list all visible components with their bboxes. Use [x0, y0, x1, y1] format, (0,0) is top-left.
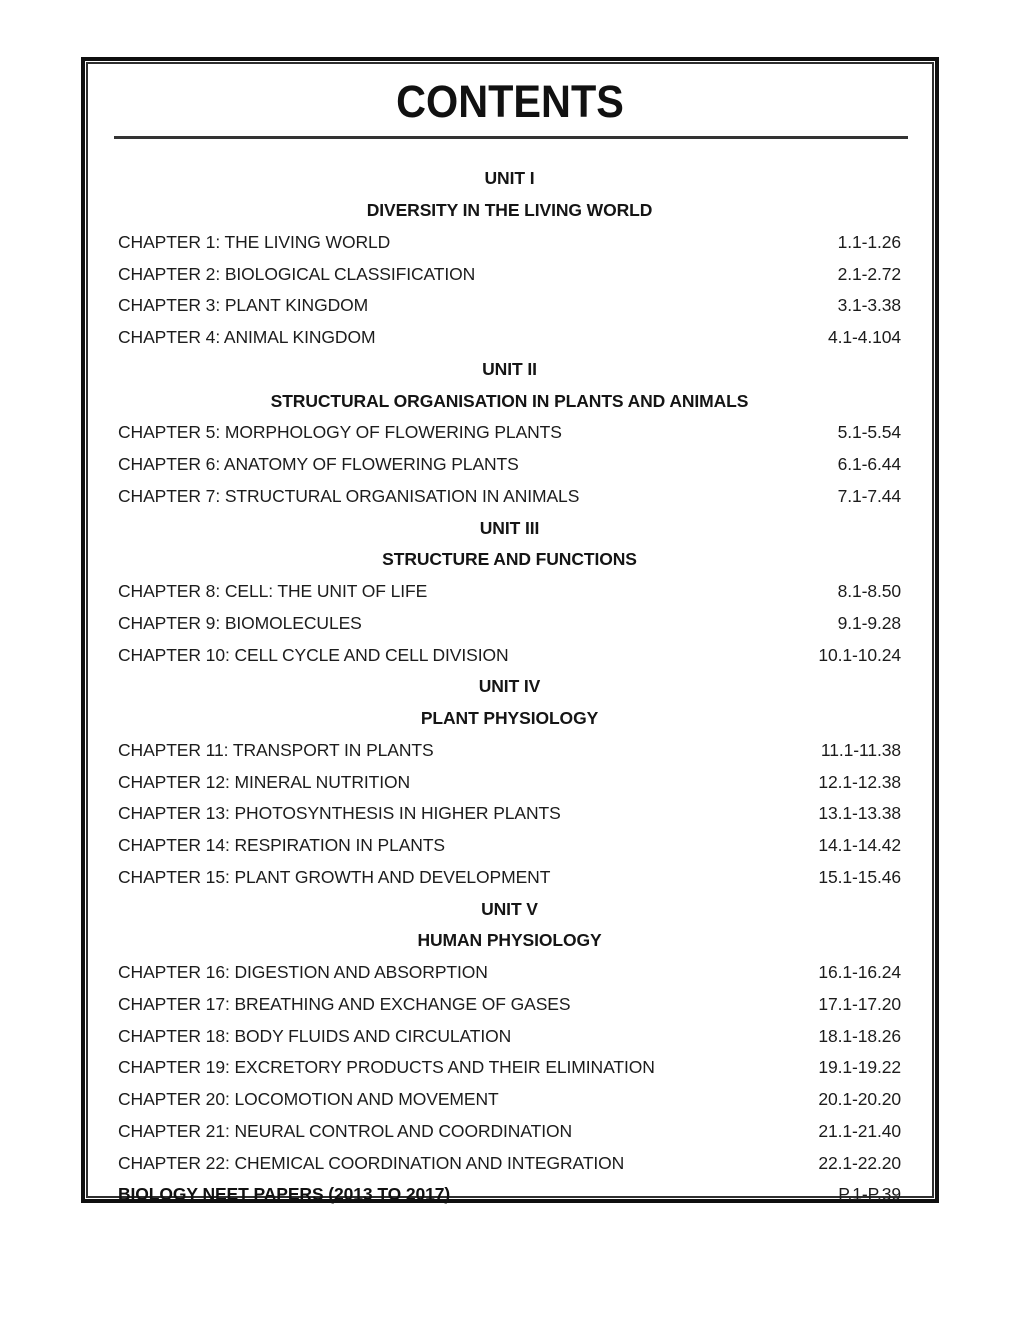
chapter-label: CHAPTER 20: LOCOMOTION AND MOVEMENT [118, 1089, 499, 1110]
chapter-pages: 16.1-16.24 [818, 962, 901, 983]
chapter-row [118, 1116, 901, 1148]
title-rule [114, 136, 908, 139]
unit-subheading: HUMAN PHYSIOLOGY [417, 930, 602, 951]
chapter-row [118, 576, 901, 608]
neet-papers-pages: P.1-P.39 [838, 1184, 901, 1205]
unit-heading: UNIT II [482, 358, 537, 379]
page-frame-inner [86, 62, 934, 1205]
chapter-pages: 15.1-15.46 [818, 866, 901, 887]
chapter-label: CHAPTER 1: THE LIVING WORLD [118, 231, 391, 252]
chapter-pages: 4.1-4.104 [827, 327, 901, 348]
chapter-pages: 14.1-14.42 [818, 835, 901, 856]
chapter-row [118, 290, 901, 322]
chapter-pages: 19.1-19.22 [818, 1057, 901, 1078]
chapter-pages: 1.1-1.26 [837, 231, 901, 252]
chapter-pages: 5.1-5.54 [837, 422, 901, 443]
chapter-row [118, 258, 901, 290]
chapter-pages: 18.1-18.26 [818, 1025, 901, 1046]
chapter-label: CHAPTER 10: CELL CYCLE AND CELL DIVISION [118, 644, 509, 665]
page-title: CONTENTS [396, 76, 624, 127]
neet-papers-row [118, 1179, 901, 1211]
unit-subheading: STRUCTURE AND FUNCTIONS [382, 549, 637, 570]
chapter-label: CHAPTER 2: BIOLOGICAL CLASSIFICATION [118, 263, 476, 284]
chapter-label: CHAPTER 17: BREATHING AND EXCHANGE OF GASES [118, 993, 571, 1014]
chapter-row [118, 608, 901, 640]
chapter-row [118, 417, 901, 449]
chapter-label: CHAPTER 18: BODY FLUIDS AND CIRCULATION [118, 1025, 512, 1046]
unit-heading: UNIT V [481, 898, 538, 919]
chapter-label: CHAPTER 7: STRUCTURAL ORGANISATION IN ANIMALS [118, 485, 580, 506]
unit-heading: UNIT IV [478, 676, 541, 697]
neet-papers-label: BIOLOGY NEET PAPERS (2013 TO 2017) [118, 1184, 451, 1205]
chapter-label: CHAPTER 9: BIOMOLECULES [118, 612, 362, 633]
chapter-label: CHAPTER 3: PLANT KINGDOM [118, 295, 369, 316]
chapter-label: CHAPTER 14: RESPIRATION IN PLANTS [118, 835, 446, 856]
chapter-pages: 6.1-6.44 [837, 454, 901, 475]
chapter-label: CHAPTER 16: DIGESTION AND ABSORPTION [118, 962, 488, 983]
chapter-row [118, 449, 901, 481]
chapter-label: CHAPTER 15: PLANT GROWTH AND DEVELOPMENT [118, 866, 551, 887]
chapter-label: CHAPTER 22: CHEMICAL COORDINATION AND INTEGRATION [118, 1152, 625, 1173]
chapter-pages: 20.1-20.20 [818, 1089, 901, 1110]
unit-subheading: DIVERSITY IN THE LIVING WORLD [366, 200, 653, 221]
chapter-row [118, 1084, 901, 1116]
chapter-row [118, 862, 901, 894]
chapter-pages: 12.1-12.38 [818, 771, 901, 792]
chapter-row [118, 1020, 901, 1052]
chapter-label: CHAPTER 13: PHOTOSYNTHESIS IN HIGHER PLANTS [118, 803, 561, 824]
chapter-row [118, 639, 901, 671]
chapter-label: CHAPTER 6: ANATOMY OF FLOWERING PLANTS [118, 454, 519, 475]
page-frame [81, 57, 939, 1203]
chapter-label: CHAPTER 4: ANIMAL KINGDOM [118, 327, 376, 348]
chapter-pages: 8.1-8.50 [837, 581, 901, 602]
chapter-row [118, 957, 901, 989]
chapter-pages: 7.1-7.44 [837, 485, 901, 506]
chapter-row [118, 830, 901, 862]
chapter-row [118, 766, 901, 798]
chapter-pages: 13.1-13.38 [818, 803, 901, 824]
chapter-row [118, 481, 901, 513]
chapter-row [118, 1052, 901, 1084]
chapter-label: CHAPTER 5: MORPHOLOGY OF FLOWERING PLANTS [118, 422, 562, 443]
chapter-pages: 2.1-2.72 [837, 263, 901, 284]
chapter-pages: 9.1-9.28 [837, 612, 901, 633]
chapter-row [118, 322, 901, 354]
unit-subheading: PLANT PHYSIOLOGY [420, 708, 599, 729]
chapter-pages: 10.1-10.24 [818, 644, 901, 665]
chapter-row [118, 1147, 901, 1179]
chapter-label: CHAPTER 21: NEURAL CONTROL AND COORDINATION [118, 1120, 573, 1141]
chapter-label: CHAPTER 11: TRANSPORT IN PLANTS [118, 739, 434, 760]
chapter-row [118, 989, 901, 1021]
chapter-row [118, 227, 901, 259]
chapter-pages: 17.1-17.20 [818, 993, 901, 1014]
chapter-label: CHAPTER 19: EXCRETORY PRODUCTS AND THEIR ELIMINATION [118, 1057, 655, 1078]
toc-list [88, 163, 932, 1211]
unit-heading: UNIT I [484, 168, 535, 189]
chapter-label: CHAPTER 8: CELL: THE UNIT OF LIFE [118, 581, 428, 602]
chapter-row [118, 798, 901, 830]
unit-heading: UNIT III [479, 517, 540, 538]
chapter-pages: 3.1-3.38 [837, 295, 901, 316]
chapter-pages: 11.1-11.38 [820, 739, 901, 760]
chapter-pages: 21.1-21.40 [818, 1120, 901, 1141]
unit-subheading: STRUCTURAL ORGANISATION IN PLANTS AND ANIMALS [270, 390, 749, 411]
chapter-label: CHAPTER 12: MINERAL NUTRITION [118, 771, 411, 792]
chapter-pages: 22.1-22.20 [818, 1152, 901, 1173]
chapter-row [118, 735, 901, 767]
